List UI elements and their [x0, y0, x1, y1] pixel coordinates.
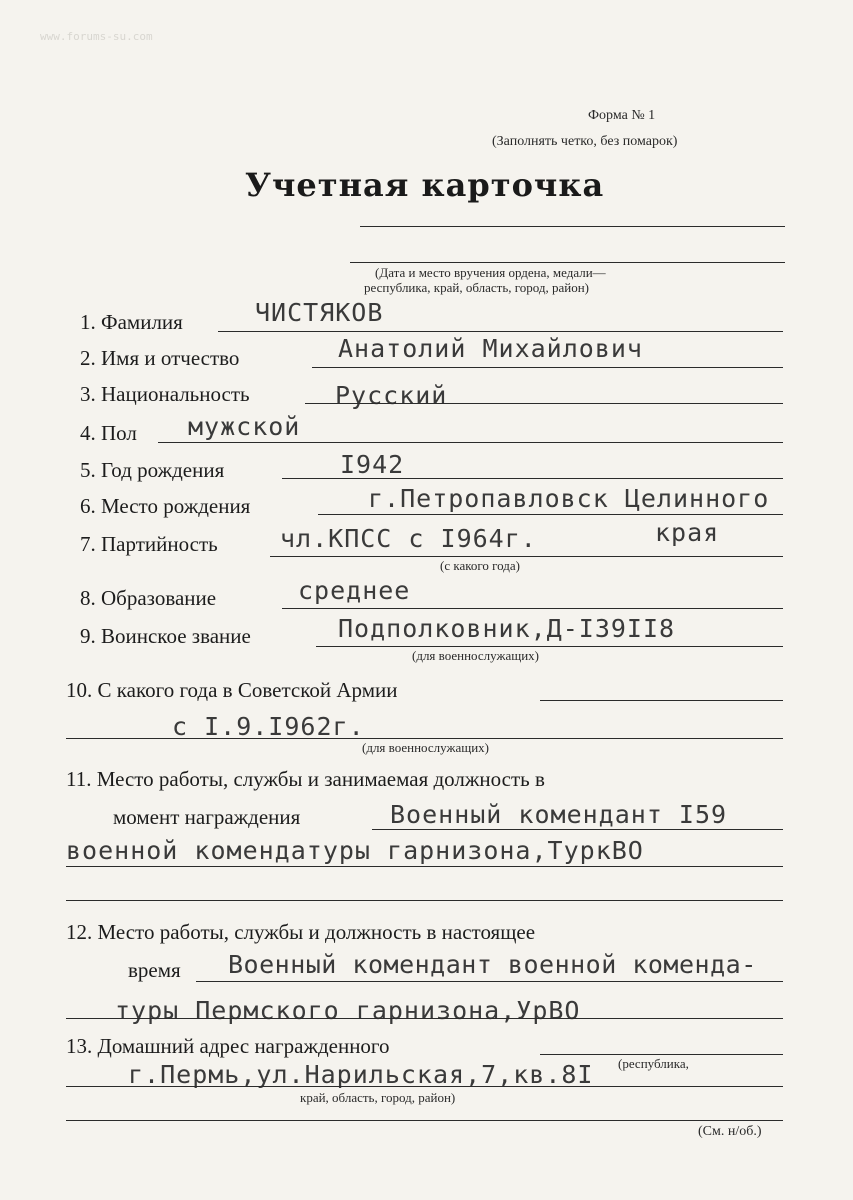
surname-value: ЧИСТЯКОВ — [255, 298, 384, 327]
birth-place-value: г.Петропавловск Целинного — [368, 484, 770, 513]
award-line-2 — [350, 262, 785, 263]
work-now-label-2: время — [128, 958, 181, 982]
work-at-award-label-1: 11. Место работы, службы и занимаемая должность в — [66, 767, 545, 791]
watermark: www.forums-su.com — [40, 30, 153, 43]
work-now-value-2: туры Пермского гарнизона,УрВО — [115, 996, 581, 1025]
rank-value: Подполковник,Д-I39II8 — [338, 614, 676, 643]
army-since-line-1 — [540, 700, 783, 701]
work-now-line-1 — [196, 981, 783, 982]
birth-year-label: 5. Год рождения — [80, 458, 225, 482]
work-at-award-line-2 — [66, 866, 783, 867]
work-at-award-line-1 — [372, 829, 783, 830]
sex-value: мужской — [188, 412, 301, 441]
birth-year-value: I942 — [340, 450, 405, 479]
party-line — [270, 556, 783, 557]
education-label: 8. Образование — [80, 586, 217, 610]
sex-line — [158, 442, 783, 443]
work-at-award-value-1: Военный комендант I59 — [390, 800, 728, 829]
surname-label: 1. Фамилия — [80, 310, 183, 334]
party-caption: (с какого года) — [440, 558, 520, 573]
education-value: среднее — [298, 576, 411, 605]
work-at-award-label-2: момент награждения — [113, 805, 301, 829]
army-since-value: с I.9.I962г. — [172, 712, 365, 741]
work-at-award-line-3 — [66, 900, 783, 901]
surname-line — [218, 331, 783, 332]
work-now-value-1: Военный комендант военной коменда- — [228, 950, 757, 979]
birth-place-value-2: края — [655, 518, 720, 547]
birth-place-line — [318, 514, 783, 515]
rank-label: 9. Воинское звание — [80, 624, 251, 648]
education-line — [282, 608, 783, 609]
address-line-1 — [540, 1054, 783, 1055]
address-line-3 — [66, 1120, 783, 1121]
rank-caption: (для военнослужащих) — [412, 648, 540, 663]
name-value: Анатолий Михайлович — [338, 334, 643, 363]
award-caption-2: республика, край, область, город, район) — [364, 280, 590, 295]
rank-line — [316, 646, 783, 647]
party-value: чл.КПСС с I964г. — [280, 524, 537, 553]
army-since-caption: (для военнослужащих) — [362, 740, 490, 755]
address-line-2 — [66, 1086, 783, 1087]
nationality-label: 3. Национальность — [80, 382, 250, 406]
party-label: 7. Партийность — [80, 532, 218, 556]
address-value: г.Пермь,ул.Нарильская,7,кв.8I — [128, 1060, 594, 1089]
army-since-line-2 — [66, 738, 783, 739]
name-label: 2. Имя и отчество — [80, 346, 240, 370]
page-title: Учетная карточка — [245, 166, 605, 204]
work-at-award-value-2: военной комендатуры гарнизона,ТуркВО — [66, 836, 644, 865]
birth-year-line — [282, 478, 783, 479]
award-line-1 — [360, 226, 785, 227]
sex-label: 4. Пол — [80, 421, 137, 445]
see-reverse-note: (См. н/об.) — [698, 1124, 762, 1139]
army-since-label: 10. С какого года в Советской Армии — [66, 678, 398, 702]
nationality-value: Русский — [335, 381, 448, 410]
fill-instruction: (Заполнять четко, без помарок) — [492, 134, 678, 149]
work-now-label-1: 12. Место работы, службы и должность в настоящее — [66, 920, 536, 944]
address-caption-1: (республика, — [618, 1056, 689, 1071]
address-caption-2: край, область, город, район) — [300, 1090, 456, 1105]
nationality-line — [305, 403, 783, 404]
birth-place-label: 6. Место рождения — [80, 494, 251, 518]
work-now-line-2 — [66, 1018, 783, 1019]
address-label: 13. Домашний адрес награжденного — [66, 1034, 390, 1058]
form-number: Форма № 1 — [588, 108, 656, 123]
name-line — [312, 367, 783, 368]
award-caption-1: (Дата и место вручения ордена, медали— — [375, 265, 606, 280]
